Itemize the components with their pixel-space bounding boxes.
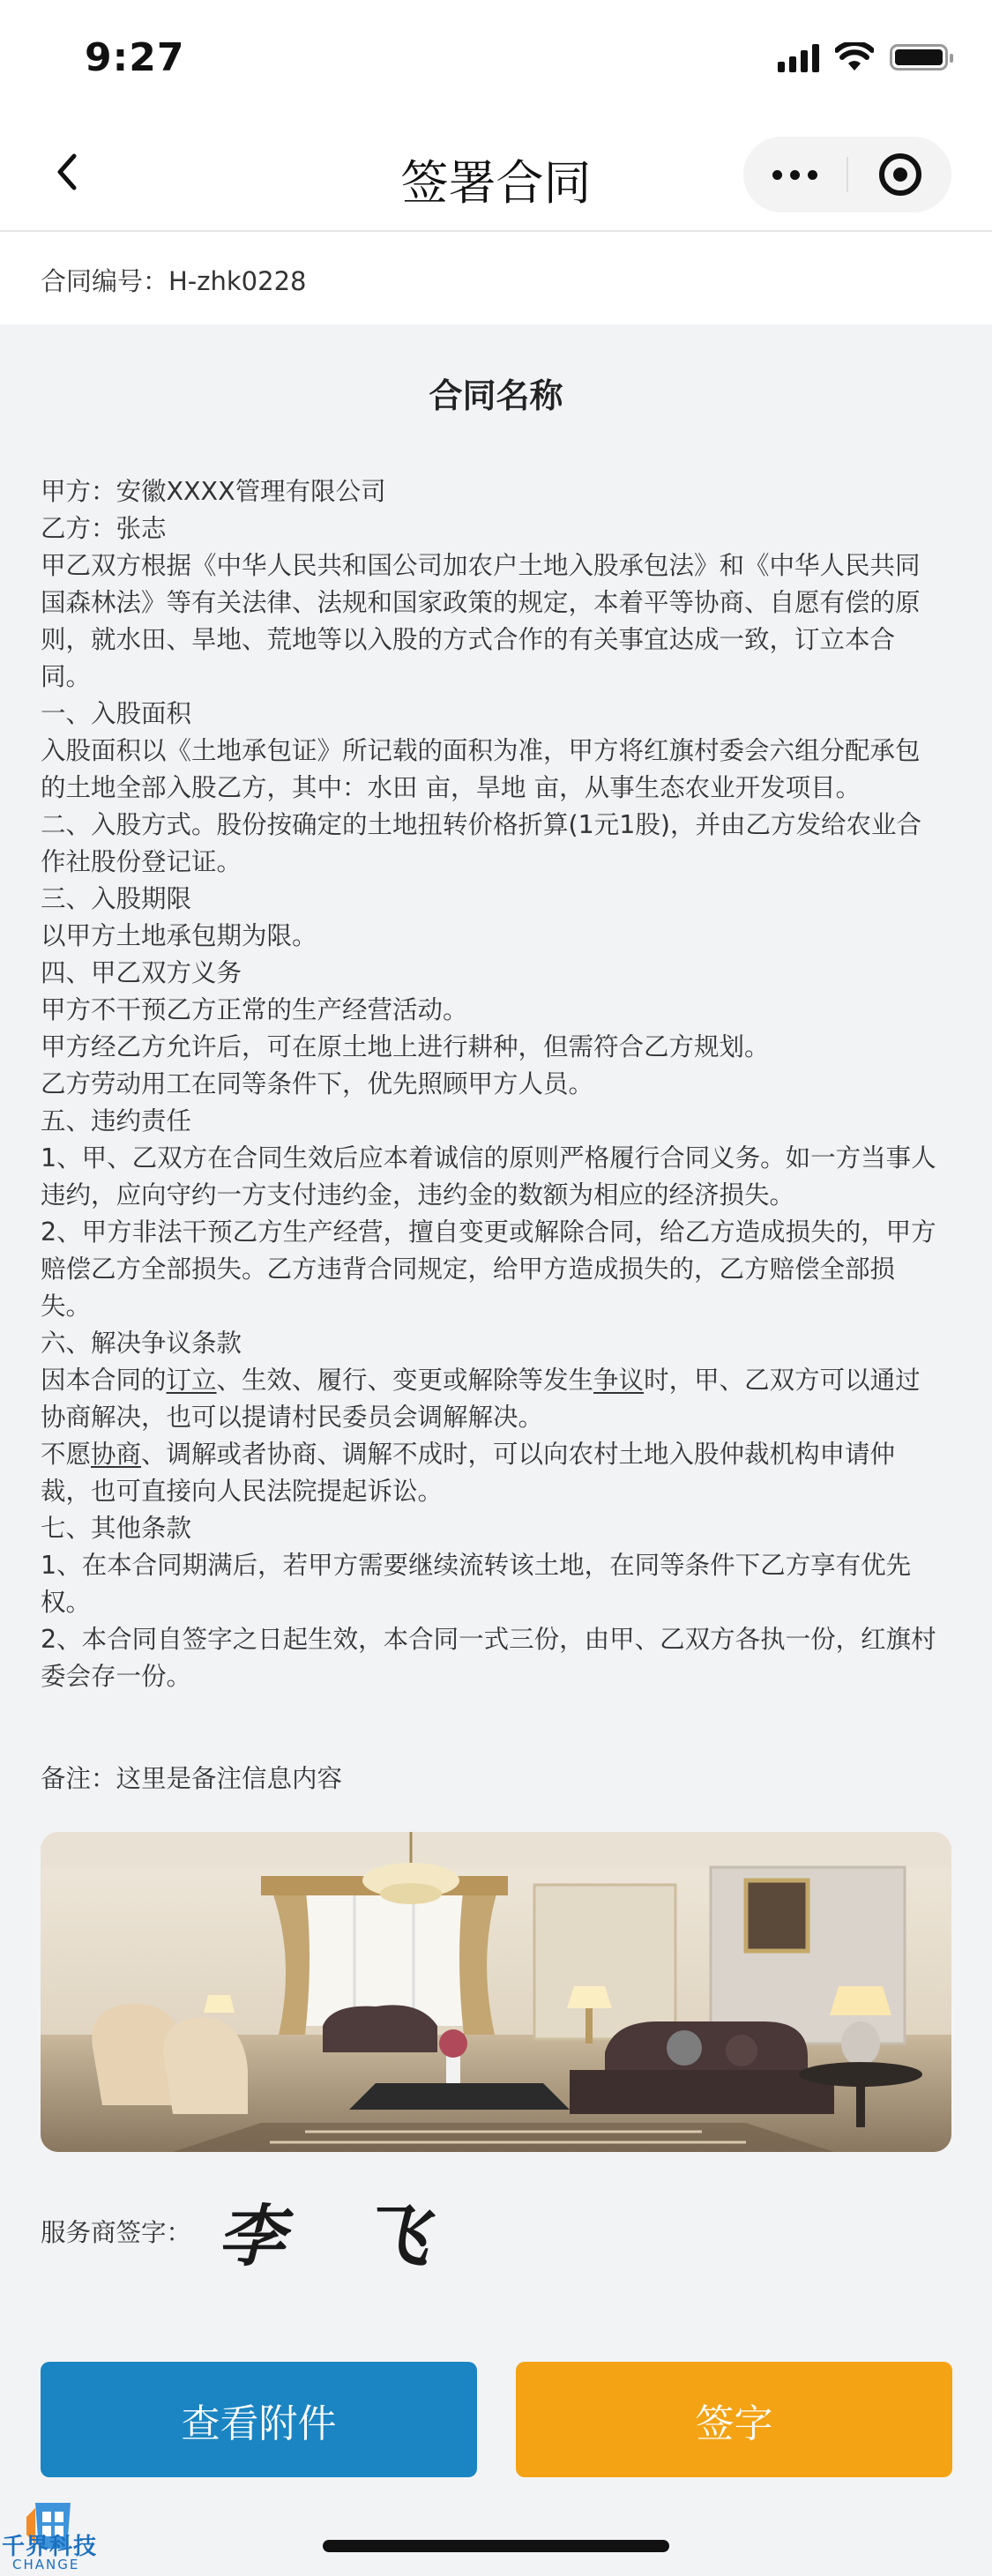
contract-line: 三、入股期限 <box>41 884 192 913</box>
contract-line: 的土地全部入股乙方，其中：水田 亩，旱地 亩，从事生态农业开发项目。 <box>41 773 861 802</box>
contract-line: 乙方劳动用工在同等条件下，优先照顾甲方人员。 <box>41 1069 594 1098</box>
status-time: 9:27 <box>85 35 185 80</box>
battery-icon <box>890 44 948 71</box>
contract-line: 失。 <box>41 1292 92 1321</box>
remark-text: 备注：这里是备注信息内容 <box>41 1764 343 1793</box>
living-room-image <box>41 1832 951 2152</box>
logo-name: 千界科技 <box>2 2534 98 2560</box>
status-icons <box>778 42 948 72</box>
contract-body <box>41 473 951 1695</box>
term-link[interactable]: 订立 <box>166 1366 217 1395</box>
cellular-signal-icon <box>778 42 819 72</box>
signature-image: 李 飞 <box>218 2196 455 2275</box>
home-indicator <box>323 2540 669 2552</box>
more-options-button[interactable] <box>743 137 847 212</box>
status-bar <box>0 0 992 119</box>
target-icon <box>879 153 921 196</box>
contract-line: 以甲方土地承包期为限。 <box>41 921 317 950</box>
contract-title: 合同名称 <box>429 376 563 415</box>
text-span: 、生效、履行、变更或解除等发生 <box>216 1366 594 1395</box>
contract-line: 入股面积以《土地承包证》所记载的面积为准，甲方将红旗村委会六组分配承包 <box>41 736 921 765</box>
sign-button[interactable]: 签字 <box>516 2362 952 2477</box>
contract-line-dispute <box>41 1436 951 1473</box>
view-attachment-button[interactable]: 查看附件 <box>41 2362 477 2477</box>
text-span: 因本合同的 <box>41 1366 167 1395</box>
contract-line: 二、入股方式。股份按确定的土地扭转价格折算(1元1股)，并由乙方发给农业合 <box>41 810 922 839</box>
contract-line: 七、其他条款 <box>41 1514 192 1543</box>
logo-subtitle: CHANGE <box>12 2557 80 2572</box>
contract-line: 一、入股面积 <box>41 699 192 728</box>
signature-row <box>41 2195 455 2275</box>
contract-line: 作社股份登记证。 <box>41 847 242 876</box>
contract-line: 裁，也可直接向人民法院提起诉讼。 <box>41 1477 444 1506</box>
contract-line: 2、本合同自签字之日起生效，本合同一式三份，由甲、乙双方各执一份，红旗村 <box>41 1625 936 1654</box>
contract-line: 甲方不干预乙方正常的生产经营活动。 <box>41 995 468 1024</box>
contract-line: 协商解决，也可以提请村民委员会调解解决。 <box>41 1403 544 1432</box>
contract-line: 甲方经乙方允许后，可在原土地上进行耕种，但需符合乙方规划。 <box>41 1032 770 1061</box>
contract-line: 同。 <box>41 662 92 691</box>
contract-line: 甲乙双方根据《中华人民共和国公司加农户土地入股承包法》和《中华人民共同 <box>41 551 921 580</box>
nav-bar <box>0 119 992 232</box>
contract-line: 委会存一份。 <box>41 1662 192 1691</box>
contract-line: 违约，应向守约一方支付违约金，违约金的数额为相应的经济损失。 <box>41 1180 795 1210</box>
contract-content <box>41 324 951 1695</box>
text-span: 时，甲、乙双方可以通过 <box>644 1366 921 1395</box>
contract-line: 赔偿乙方全部损失。乙方违背合同规定，给甲方造成损失的，乙方赔偿全部损 <box>41 1254 896 1284</box>
contract-line: 权。 <box>41 1588 92 1617</box>
signature-label: 服务商签字： <box>41 2217 192 2247</box>
contract-line: 1、在本合同期满后，若甲方需要继续流转该土地，在同等条件下乙方享有优先 <box>41 1551 912 1580</box>
term-link[interactable]: 协商 <box>91 1440 142 1469</box>
contract-line: 1、甲、乙双方在合同生效后应本着诚信的原则严格履行合同义务。如一方当事人 <box>41 1143 936 1173</box>
text-span: 、调解或者协商、调解不成时，可以向农村土地入股仲裁机构申请仲 <box>141 1440 896 1469</box>
contract-line: 四、甲乙双方义务 <box>41 958 242 987</box>
contract-line: 乙方：张志 <box>41 514 167 543</box>
contract-line: 六、解决争议条款 <box>41 1329 242 1358</box>
text-span: 不愿 <box>41 1440 92 1469</box>
contract-line: 五、违约责任 <box>41 1106 192 1135</box>
mini-program-capsule <box>743 137 951 212</box>
more-dots-icon <box>772 170 782 180</box>
contract-line: 国森林法》等有关法律、法规和国家政策的规定，本着平等协商、自愿有偿的原 <box>41 588 921 617</box>
page-title: 签署合同 <box>400 155 592 211</box>
contract-line: 2、甲方非法干预乙方生产经营，擅自变更或解除合同，给乙方造成损失的，甲方 <box>41 1217 936 1247</box>
wifi-icon <box>835 42 874 72</box>
contract-line: 甲方：安徽XXXX管理有限公司 <box>41 477 386 506</box>
contract-line-dispute <box>41 1362 951 1399</box>
close-miniprogram-button[interactable] <box>848 137 951 212</box>
contract-number: 合同编号：H-zhk0228 <box>41 266 307 296</box>
contract-number-row <box>0 232 992 324</box>
attachment-photo[interactable] <box>41 1832 951 2152</box>
term-link[interactable]: 争议 <box>593 1366 645 1395</box>
contract-line: 则，就水田、旱地、荒地等以入股的方式合作的有关事宜达成一致，订立本合 <box>41 625 896 654</box>
